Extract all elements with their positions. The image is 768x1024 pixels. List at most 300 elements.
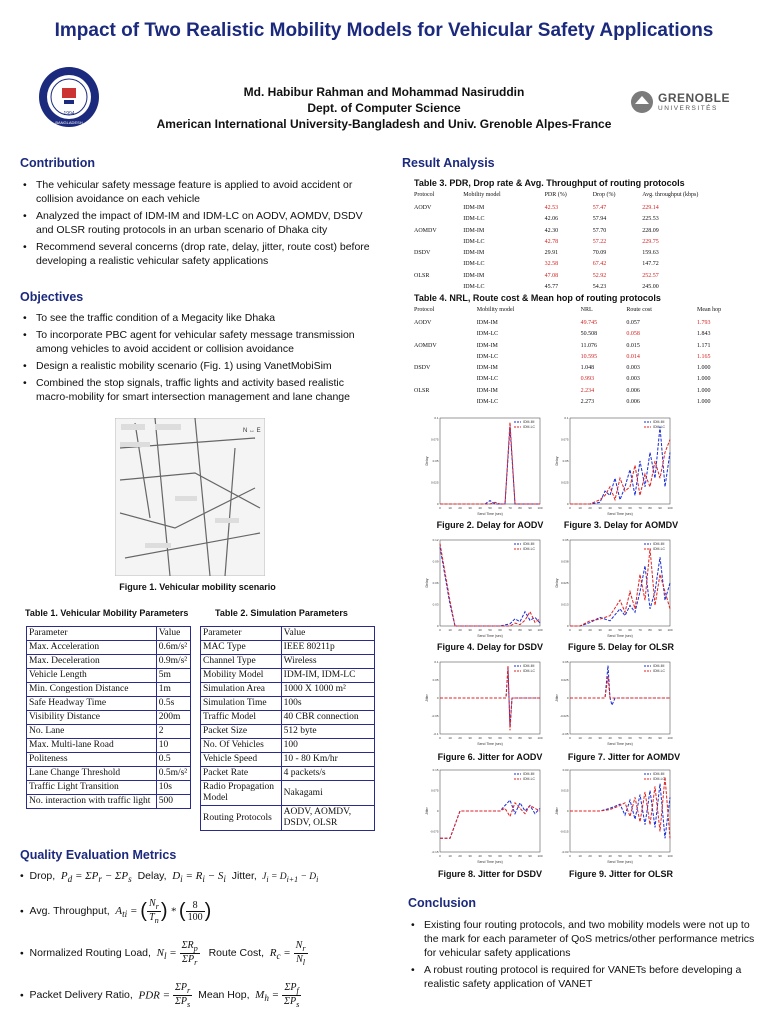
x-tick-label: 40 <box>608 736 612 740</box>
x-tick-label: 60 <box>498 736 502 740</box>
legend-label: IDM-LC <box>523 547 536 552</box>
mobility-params-table <box>26 626 191 809</box>
x-tick-label: 80 <box>518 628 522 632</box>
table-cell: 0.993 <box>580 376 595 383</box>
y-axis-label: Jitter <box>425 807 429 815</box>
table-cell: 229.75 <box>642 238 659 245</box>
x-tick-label: 40 <box>608 506 612 510</box>
x-tick-label: 10 <box>448 854 452 858</box>
table-cell: 45.77 <box>544 284 559 291</box>
figure6-caption: Figure 6. Jitter for AODV <box>437 752 543 762</box>
param-name-cell: Simulation Area <box>201 683 282 697</box>
department: Dept. of Computer Science <box>307 101 461 115</box>
param-name-cell: No. interaction with traffic light <box>27 795 157 809</box>
table-row <box>27 627 191 641</box>
x-tick-label: 80 <box>648 736 652 740</box>
table-cell: 1.165 <box>697 353 711 360</box>
table-row <box>201 641 375 655</box>
objectives-list <box>20 311 378 407</box>
x-tick-label: 0 <box>569 628 571 632</box>
param-name-cell: Radio Propagation Model <box>201 781 282 806</box>
y-tick-label: 0.013 <box>560 602 569 607</box>
list-item: • Recommend several concerns (drop rate, delay, jitter, route cost) before developing a realistic vehicular safety applications <box>20 240 375 268</box>
table-cell: 57.47 <box>592 205 607 211</box>
table-cell: 10.595 <box>580 353 598 360</box>
x-tick-label: 80 <box>648 854 652 858</box>
column-header: PDR (%) <box>544 192 567 198</box>
y-tick-label: -0.1 <box>433 732 439 736</box>
table-cell: AOMDV <box>414 342 437 349</box>
table-row <box>414 282 764 293</box>
param-name-cell: Mobility Model <box>201 669 282 683</box>
table-row <box>414 341 764 352</box>
grenoble-mark-icon <box>630 90 654 114</box>
results-heading: Result Analysis <box>402 156 495 170</box>
table-cell: 57.94 <box>592 216 607 223</box>
table-cell: 42.53 <box>544 205 559 211</box>
x-tick-label: 40 <box>608 628 612 632</box>
x-tick-label: 50 <box>488 854 492 858</box>
y-tick-label: -0.03 <box>561 850 569 854</box>
x-tick-label: 80 <box>518 854 522 858</box>
table-cell: 1.793 <box>697 320 711 326</box>
table-cell: IDM-IM <box>476 320 498 326</box>
legend-label: IDM-LC <box>653 547 666 552</box>
logo-year: 1994 <box>63 111 75 117</box>
table-cell: 0.006 <box>626 387 640 394</box>
table-cell <box>414 259 463 270</box>
x-tick-label: 20 <box>588 736 592 740</box>
param-name-cell: Traffic Light Transition <box>27 781 157 795</box>
table-cell: 2.234 <box>580 387 595 394</box>
x-tick-label: 60 <box>628 628 632 632</box>
table-row <box>27 795 191 809</box>
mean-hop-label: Mean Hop, <box>198 989 250 1002</box>
figure4-caption: Figure 4. Delay for DSDV <box>436 642 544 652</box>
y-tick-label: 0.025 <box>560 581 569 585</box>
y-tick-label: 0.12 <box>432 538 439 542</box>
table-cell: 225.53 <box>642 216 659 223</box>
table-cell: 1.171 <box>697 342 711 349</box>
param-value-cell: IDM-IM, IDM-LC <box>281 669 374 683</box>
list-item: • To incorporate PBC agent for vehicular safety message transmission among vehicles to avoid accident or collision avoidance <box>20 328 378 356</box>
list-item: • Analyzed the impact of IDM-IM and IDM-LC on AODV, AOMDV, DSDV and OLSR routing protocols in an urban scenario of Dhaka city <box>20 209 375 237</box>
y-tick-label: 0.06 <box>432 581 439 585</box>
figure9-caption: Figure 9. Jitter for OLSR <box>568 869 673 879</box>
column-header: Protocol <box>414 307 435 313</box>
x-tick-label: 30 <box>598 628 602 632</box>
table-row <box>27 641 191 655</box>
table-row <box>201 781 375 806</box>
param-value-cell: 10 <box>156 739 190 753</box>
table-cell <box>414 237 463 248</box>
x-tick-label: 50 <box>618 736 622 740</box>
y-tick-label: 0.025 <box>430 480 439 485</box>
param-value-cell: Value <box>281 627 374 641</box>
table-row <box>27 781 191 795</box>
x-tick-label: 50 <box>618 854 622 858</box>
x-tick-label: 0 <box>439 854 441 858</box>
y-tick-label: 0.038 <box>560 559 569 564</box>
jitter-dsdv-plot <box>424 766 544 866</box>
legend-label: IDM-IM <box>523 542 535 547</box>
legend-label: IDM-IM <box>653 772 665 777</box>
x-tick-label: 90 <box>658 628 662 632</box>
table-row <box>201 627 375 641</box>
table-row <box>414 248 764 259</box>
y-tick-label: 0.15 <box>432 768 439 772</box>
legend-label: IDM-IM <box>653 542 665 547</box>
table-cell: 1.843 <box>697 331 711 338</box>
metric-nrl: • Normalized Routing Load, $N_l$ = $\frac{\Sigma R_p}{\Sigma P_r}$ Route Cost, $R_c$ = $\frac{N_r}{N_l}$ <box>20 940 306 967</box>
drop-formula: $P_d = \Sigma P_r - \Sigma P_s$ <box>58 870 132 885</box>
param-name-cell: Traffic Model <box>201 711 282 725</box>
table-cell: 159.63 <box>642 250 659 257</box>
y-tick-label: 0.025 <box>560 678 569 682</box>
table-cell: IDM-LC <box>463 216 485 223</box>
legend-label: IDM-LC <box>523 669 536 674</box>
y-tick-label: 0 <box>436 624 439 628</box>
drop-label: Drop, <box>29 870 56 882</box>
table-row <box>201 683 375 697</box>
y-tick-label: 0.1 <box>434 660 439 664</box>
param-value-cell: 100s <box>281 697 374 711</box>
table-cell: 228.09 <box>642 227 659 234</box>
table-cell: IDM-IM <box>463 250 485 257</box>
param-value-cell: 10s <box>156 781 190 795</box>
table-row <box>27 725 191 739</box>
y-tick-label: -0.075 <box>429 829 439 834</box>
y-tick-label: -0.15 <box>431 850 439 854</box>
x-tick-label: 0 <box>569 854 571 858</box>
x-axis-label: Send Time (sec) <box>477 634 503 638</box>
param-name-cell: Visibility Distance <box>27 711 157 725</box>
column-header: Drop (%) <box>592 192 616 198</box>
table-cell: DSDV <box>414 250 431 257</box>
param-name-cell: Channel Type <box>201 655 282 669</box>
column-header: Mean hop <box>697 307 722 313</box>
x-tick-label: 40 <box>608 854 612 858</box>
contribution-list <box>20 178 375 271</box>
x-tick-label: 0 <box>439 736 441 740</box>
jitter-formula: $J_i = D_{i+1} - D_i$ <box>259 872 319 884</box>
y-axis-label: Jitter <box>555 807 559 815</box>
y-tick-label: 0.075 <box>560 437 569 442</box>
metric-drop-delay-jitter: • Drop, $P_d = \Sigma P_r - \Sigma P_s$ Delay, $D_i = R_i - S_i$ Jitter, $J_i = D_{i+1} - D_i$ <box>20 870 319 885</box>
x-tick-label: 70 <box>508 736 512 740</box>
param-value-cell: 2 <box>156 725 190 739</box>
x-tick-label: 60 <box>628 506 632 510</box>
x-tick-label: 30 <box>468 736 472 740</box>
column-header: NRL <box>580 307 593 313</box>
affiliation: American International University-Bangladesh and Univ. Grenoble Alpes-France <box>156 117 612 131</box>
x-tick-label: 30 <box>598 506 602 510</box>
table-row <box>201 669 375 683</box>
x-tick-label: 0 <box>439 628 441 632</box>
param-name-cell: Parameter <box>201 627 282 641</box>
table-cell: 42.06 <box>544 216 559 223</box>
param-value-cell: 1m <box>156 683 190 697</box>
param-name-cell: No. Lane <box>27 725 157 739</box>
table-row <box>201 767 375 781</box>
x-axis-label: Send Time (sec) <box>607 512 633 516</box>
table-cell: 57.70 <box>592 227 607 234</box>
table-cell: 147.72 <box>642 261 659 268</box>
table-cell: IDM-IM <box>476 342 498 349</box>
table-cell: IDM-LC <box>463 238 485 245</box>
table-cell: DSDV <box>414 365 431 372</box>
param-value-cell: 40 CBR connection <box>281 711 374 725</box>
jitter-aodv-plot <box>424 658 544 748</box>
table-cell: 67.42 <box>592 261 607 268</box>
table-cell: 0.006 <box>626 399 640 406</box>
table-cell: IDM-LC <box>463 261 485 268</box>
mobility-map <box>115 418 265 576</box>
x-tick-label: 100 <box>537 506 543 510</box>
table-cell: 252.57 <box>642 272 659 279</box>
param-value-cell: 0.5 <box>156 753 190 767</box>
x-tick-label: 10 <box>578 506 582 510</box>
x-tick-label: 90 <box>528 736 532 740</box>
table-cell: 50.508 <box>580 331 598 338</box>
legend-label: IDM-IM <box>523 420 535 425</box>
y-tick-label: 0.1 <box>564 416 569 420</box>
conclusion-list <box>408 918 760 994</box>
table-cell <box>414 397 477 408</box>
delay-label: Delay, <box>137 870 167 882</box>
y-tick-label: 0.025 <box>560 480 569 485</box>
y-axis-label: Delay <box>555 578 559 588</box>
param-name-cell: Max. Multi-lane Road <box>27 739 157 753</box>
x-tick-label: 80 <box>648 628 652 632</box>
y-axis-label: Jitter <box>555 694 559 702</box>
table-cell: OLSR <box>414 387 430 394</box>
table-row <box>27 753 191 767</box>
delay-aomdv-plot <box>554 414 674 518</box>
x-tick-label: 70 <box>508 628 512 632</box>
param-value-cell: 512 byte <box>281 725 374 739</box>
table-row <box>27 739 191 753</box>
plot-frame <box>440 418 540 504</box>
x-tick-label: 80 <box>648 506 652 510</box>
x-tick-label: 100 <box>667 506 673 510</box>
table-cell: 49.745 <box>580 320 598 326</box>
y-tick-label: -0.015 <box>559 829 569 834</box>
table-cell: 0.057 <box>626 320 640 326</box>
param-value-cell: 0.9m/s² <box>156 655 190 669</box>
x-tick-label: 100 <box>537 736 543 740</box>
x-tick-label: 0 <box>569 736 571 740</box>
table-cell: 54.23 <box>592 284 607 291</box>
param-name-cell: Packet Size <box>201 725 282 739</box>
table-cell <box>414 352 477 363</box>
param-value-cell: IEEE 80211p <box>281 641 374 655</box>
x-tick-label: 100 <box>667 736 673 740</box>
x-tick-label: 90 <box>658 736 662 740</box>
param-value-cell: 10 - 80 Km/hr <box>281 753 374 767</box>
x-tick-label: 30 <box>598 854 602 858</box>
x-tick-label: 70 <box>638 854 642 858</box>
route-cost-label: Route Cost, <box>208 947 265 960</box>
x-tick-label: 30 <box>468 628 472 632</box>
x-tick-label: 10 <box>448 736 452 740</box>
table-cell: 0.003 <box>626 365 640 372</box>
param-name-cell: Lane Change Threshold <box>27 767 157 781</box>
conclusion-heading: Conclusion <box>408 896 477 910</box>
y-tick-label: 0.075 <box>430 788 439 793</box>
legend-label: IDM-LC <box>523 425 536 430</box>
x-axis-label: Send Time (sec) <box>477 860 503 864</box>
table-cell: 57.22 <box>592 238 607 245</box>
table-cell: IDM-IM <box>463 272 485 279</box>
table-cell: IDM-IM <box>463 227 485 234</box>
list-item: • Existing four routing protocols, and two mobility models were not up to the mark for each parameter of QoS metrics/other performance metrics for vehicular safety applications <box>408 918 760 960</box>
x-tick-label: 10 <box>448 628 452 632</box>
x-tick-label: 0 <box>439 506 441 510</box>
nrl-label: Normalized Routing Load, <box>29 947 151 960</box>
table-cell: IDM-IM <box>476 387 498 394</box>
plot-frame <box>570 540 670 626</box>
param-name-cell: Simulation Time <box>201 697 282 711</box>
y-tick-label: 0 <box>436 809 439 813</box>
metric-throughput: • Avg. Throughput, $A_{ti}$ = ( $\frac{N_r}{T_n}$ ) * ( $\frac{8}{100}$ ) <box>20 898 212 925</box>
list-item: • Design a realistic mobility scenario (Fig. 1) using VanetMobiSim <box>20 359 378 373</box>
x-tick-label: 20 <box>458 506 462 510</box>
table-cell: OLSR <box>414 272 430 279</box>
table-row <box>414 271 764 282</box>
y-axis-label: Delay <box>425 578 429 588</box>
x-tick-label: 20 <box>458 854 462 858</box>
x-tick-label: 40 <box>478 628 482 632</box>
param-value-cell: Value <box>156 627 190 641</box>
table-row <box>201 725 375 739</box>
table-cell: 0.015 <box>626 342 640 349</box>
table-row <box>27 697 191 711</box>
column-header: Mobility model <box>476 307 515 313</box>
y-axis-label: Delay <box>425 456 429 466</box>
legend-label: IDM-LC <box>653 777 666 782</box>
figure5-caption: Figure 5. Delay for OLSR <box>567 642 675 652</box>
param-name-cell: MAC Type <box>201 641 282 655</box>
x-tick-label: 10 <box>578 736 582 740</box>
figure3-caption: Figure 3. Delay for AOMDV <box>563 520 679 530</box>
x-axis-label: Send Time (sec) <box>607 742 633 746</box>
x-tick-label: 30 <box>468 854 472 858</box>
x-tick-label: 100 <box>537 628 543 632</box>
delay-olsr-plot <box>554 536 674 640</box>
table-cell: 1.048 <box>580 365 595 372</box>
metric-pdr: • Packet Delivery Ratio, PDR = $\frac{\Sigma P_r}{\Sigma P_s}$ Mean Hop, $M_h$ = $\frac{\Sigma P_f}{\Sigma P_s}$ <box>20 982 300 1009</box>
simulation-params-table <box>200 626 375 831</box>
table1-caption: Table 1. Vehicular Mobility Parameters <box>25 608 189 618</box>
throughput-label: Avg. Throughput, <box>29 905 110 918</box>
y-tick-label: 0.015 <box>560 788 569 793</box>
param-name-cell: No. Of Vehicles <box>201 739 282 753</box>
jitter-olsr-plot <box>554 766 674 866</box>
delay-dsdv-plot <box>424 536 544 640</box>
x-axis-label: Send Time (sec) <box>477 742 503 746</box>
x-tick-label: 20 <box>458 628 462 632</box>
x-tick-label: 90 <box>528 854 532 858</box>
poster-title: Impact of Two Realistic Mobility Models for Vehicular Safety Applications <box>54 20 714 41</box>
delay-formula: $D_i = R_i - S_i$ <box>169 870 226 885</box>
y-tick-label: 0.05 <box>432 678 439 682</box>
param-name-cell: Safe Headway Time <box>27 697 157 711</box>
column-header: Protocol <box>414 192 435 198</box>
legend-label: IDM-IM <box>523 664 535 669</box>
table-row <box>201 655 375 669</box>
table2-caption: Table 2. Simulation Parameters <box>215 608 348 618</box>
figure2-caption: Figure 2. Delay for AODV <box>436 520 544 530</box>
table-cell: 0.003 <box>626 376 640 383</box>
param-name-cell: Max. Deceleration <box>27 655 157 669</box>
x-tick-label: 90 <box>528 628 532 632</box>
x-tick-label: 60 <box>628 854 632 858</box>
column-header: Route cost <box>626 307 652 313</box>
list-item: • The vehicular safety message feature is applied to avoid accident or collision avoidance on each vehicle <box>20 178 375 206</box>
table-row <box>414 386 764 397</box>
grenoble-sub: UNIVERSITÉS <box>658 105 718 112</box>
table-row <box>414 318 764 329</box>
x-tick-label: 70 <box>638 506 642 510</box>
x-tick-label: 40 <box>478 854 482 858</box>
x-tick-label: 60 <box>628 736 632 740</box>
x-tick-label: 40 <box>478 506 482 510</box>
y-tick-label: 0.05 <box>562 660 569 664</box>
y-tick-label: 0 <box>566 502 569 506</box>
x-tick-label: 40 <box>478 736 482 740</box>
x-tick-label: 60 <box>498 628 502 632</box>
authors: Md. Habibur Rahman and Mohammad Nasiruddin <box>243 85 525 99</box>
y-tick-label: 0.05 <box>562 459 569 463</box>
table-cell: 0.058 <box>626 331 640 338</box>
x-tick-label: 70 <box>638 736 642 740</box>
x-tick-label: 90 <box>658 854 662 858</box>
x-axis-label: Send Time (sec) <box>607 634 633 638</box>
param-value-cell: 100 <box>281 739 374 753</box>
param-value-cell: 5m <box>156 669 190 683</box>
table-cell: 32.58 <box>544 261 559 268</box>
param-value-cell: 1000 X 1000 m² <box>281 683 374 697</box>
table-row <box>201 697 375 711</box>
x-axis-label: Send Time (sec) <box>607 860 633 864</box>
table-cell: IDM-LC <box>476 353 499 360</box>
table-cell: 1.000 <box>697 399 711 406</box>
column-header: Avg. throughput (kbps) <box>642 192 699 198</box>
table-cell: 0.014 <box>626 353 640 360</box>
x-tick-label: 60 <box>498 854 502 858</box>
table-cell <box>414 214 463 225</box>
legend-label: IDM-IM <box>653 420 665 425</box>
table-row <box>414 259 764 270</box>
table4-caption: Table 4. NRL, Route cost & Mean hop of routing protocols <box>414 293 661 303</box>
y-tick-label: 0.075 <box>430 437 439 442</box>
list-item: • To see the traffic condition of a Megacity like Dhaka <box>20 311 378 325</box>
table-cell: 1.000 <box>697 365 711 372</box>
compass-icon: N ↔ E <box>243 428 261 434</box>
table-cell: 1.000 <box>697 376 711 383</box>
y-tick-label: -0.05 <box>561 732 569 736</box>
x-tick-label: 90 <box>528 506 532 510</box>
x-tick-label: 80 <box>518 506 522 510</box>
table-cell: IDM-IM <box>463 205 485 211</box>
y-tick-label: -0.05 <box>431 714 439 718</box>
x-tick-label: 70 <box>638 628 642 632</box>
figure8-caption: Figure 8. Jitter for DSDV <box>437 869 543 879</box>
table-cell: 70.09 <box>592 250 607 257</box>
table-row <box>414 203 764 214</box>
param-name-cell: Packet Rate <box>201 767 282 781</box>
